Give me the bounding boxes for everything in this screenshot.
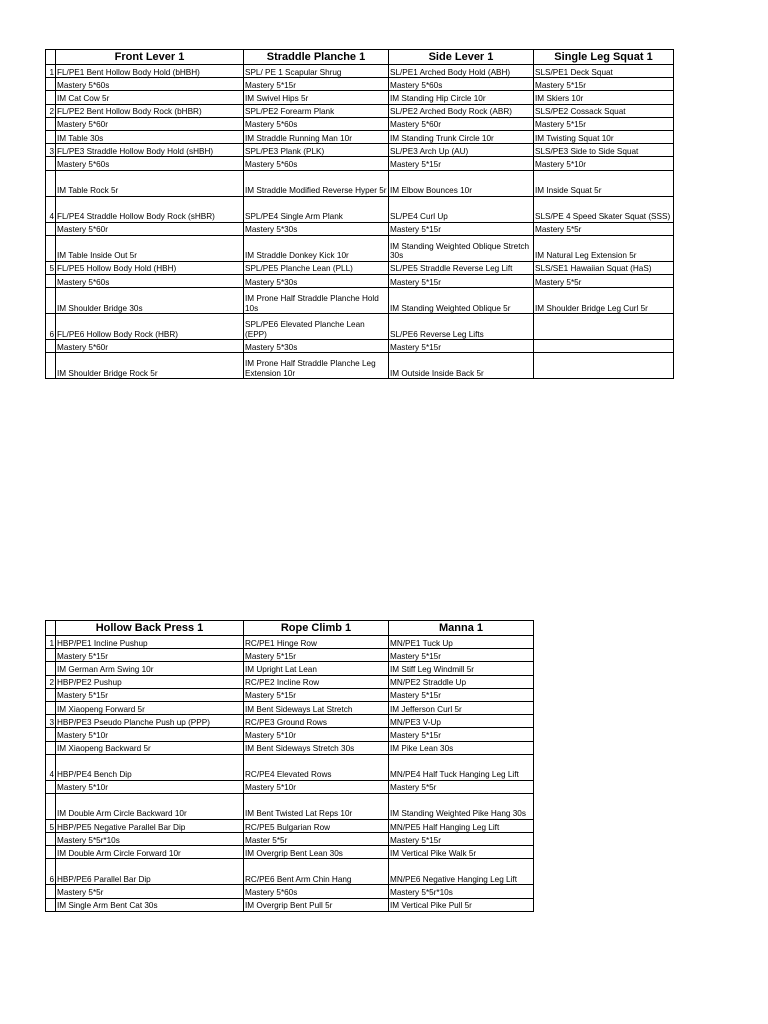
table-row: [46, 261, 674, 274]
table-row: [46, 793, 534, 819]
table-cell: IM Swivel Hips 5r: [244, 91, 389, 104]
table-cell: SL/PE2 Arched Body Rock (ABR): [389, 104, 534, 117]
table-cell: IM Prone Half Straddle Planche Hold 10s: [244, 288, 389, 314]
table-row: [46, 274, 674, 287]
table-row: [46, 688, 534, 701]
table-cell: Mastery 5*15r: [534, 117, 674, 130]
table-cell: Mastery 5*60s: [56, 157, 244, 170]
table-row: [46, 78, 674, 91]
table-cell: IM Bent Sideways Stretch 30s: [244, 741, 389, 754]
row-number: [46, 833, 56, 846]
table-cell: Mastery 5*15r: [56, 649, 244, 662]
table-cell: IM Standing Trunk Circle 10r: [389, 130, 534, 143]
table-cell: Mastery 5*15r: [389, 649, 534, 662]
table-row: [46, 898, 534, 911]
table-cell: MN/PE4 Half Tuck Hanging Leg Lift: [389, 754, 534, 780]
table-cell: RC/PE1 Hinge Row: [244, 636, 389, 649]
row-number: [46, 235, 56, 261]
table-row: [46, 222, 674, 235]
table-cell: IM Upright Lat Lean: [244, 662, 389, 675]
table-cell: [534, 314, 674, 340]
row-number: [46, 157, 56, 170]
table-cell: IM Table 30s: [56, 130, 244, 143]
table-cell: FL/PE2 Bent Hollow Body Rock (bHBR): [56, 104, 244, 117]
table-cell: IM Cat Cow 5r: [56, 91, 244, 104]
column-header: Rope Climb 1: [244, 621, 389, 636]
table-row: [46, 728, 534, 741]
table-cell: Master 5*5r: [244, 833, 389, 846]
table-cell: Mastery 5*5r*10s: [389, 885, 534, 898]
table-cell: Mastery 5*30s: [244, 340, 389, 353]
table-cell: IM Outside Inside Back 5r: [389, 353, 534, 379]
table-cell: RC/PE2 Incline Row: [244, 675, 389, 688]
table-cell: IM Xiaopeng Forward 5r: [56, 701, 244, 714]
table-row: [46, 819, 534, 832]
table-cell: HBP/PE2 Pushup: [56, 675, 244, 688]
row-number: 2: [46, 675, 56, 688]
table-row: [46, 649, 534, 662]
table-cell: IM Table Rock 5r: [56, 170, 244, 196]
row-number: [46, 130, 56, 143]
table-row: [46, 754, 534, 780]
table-cell: Mastery 5*5r: [534, 274, 674, 287]
table-row: [46, 833, 534, 846]
table-cell: Mastery 5*15r: [244, 649, 389, 662]
table-cell: IM Table Inside Out 5r: [56, 235, 244, 261]
table-cell: Mastery 5*30s: [244, 274, 389, 287]
table-cell: SL/PE4 Curl Up: [389, 196, 534, 222]
table-cell: Mastery 5*60r: [56, 340, 244, 353]
row-number: [46, 688, 56, 701]
row-number: 5: [46, 819, 56, 832]
table-cell: MN/PE1 Tuck Up: [389, 636, 534, 649]
table-row: [46, 859, 534, 885]
table-cell: Mastery 5*10r: [56, 728, 244, 741]
table-cell: Mastery 5*5r: [389, 780, 534, 793]
table-row: [46, 65, 674, 78]
row-number: [46, 885, 56, 898]
table-cell: SPL/PE6 Elevated Planche Lean (EPP): [244, 314, 389, 340]
table-cell: HBP/PE6 Parallel Bar Dip: [56, 859, 244, 885]
table-cell: Mastery 5*5r: [56, 885, 244, 898]
table-cell: Mastery 5*15r: [56, 688, 244, 701]
table-row: [46, 662, 534, 675]
row-number-header: [46, 621, 56, 636]
table-header-row: [46, 621, 534, 636]
table-row: [46, 353, 674, 379]
table-cell: Mastery 5*30s: [244, 222, 389, 235]
table-row: [46, 340, 674, 353]
table-cell: IM Vertical Pike Pull 5r: [389, 898, 534, 911]
column-header: Side Lever 1: [389, 50, 534, 65]
table-cell: FL/PE4 Straddle Hollow Body Rock (sHBR): [56, 196, 244, 222]
table-cell: [534, 340, 674, 353]
table-cell: Mastery 5*10r: [56, 780, 244, 793]
table-row: [46, 130, 674, 143]
table-cell: IM Single Arm Bent Cat 30s: [56, 898, 244, 911]
row-number: [46, 649, 56, 662]
table-cell: Mastery 5*5r*10s: [56, 833, 244, 846]
table-cell: Mastery 5*60r: [56, 222, 244, 235]
table-cell: SPL/PE3 Plank (PLK): [244, 144, 389, 157]
table-row: [46, 741, 534, 754]
row-number: [46, 662, 56, 675]
table-cell: Mastery 5*15r: [389, 833, 534, 846]
table-cell: IM Standing Hip Circle 10r: [389, 91, 534, 104]
column-header: Single Leg Squat 1: [534, 50, 674, 65]
row-number: 4: [46, 196, 56, 222]
row-number: [46, 274, 56, 287]
table-row: [46, 288, 674, 314]
table-cell: IM Double Arm Circle Forward 10r: [56, 846, 244, 859]
table-cell: IM Double Arm Circle Backward 10r: [56, 793, 244, 819]
table-row: [46, 636, 534, 649]
table-cell: SL/PE5 Straddle Reverse Leg Lift: [389, 261, 534, 274]
table-cell: IM Bent Sideways Lat Stretch: [244, 701, 389, 714]
table-cell: Mastery 5*15r: [389, 157, 534, 170]
front-lever-table: [45, 49, 674, 379]
table-cell: IM Twisting Squat 10r: [534, 130, 674, 143]
table-cell: Mastery 5*60s: [56, 78, 244, 91]
table-cell: RC/PE3 Ground Rows: [244, 715, 389, 728]
hollow-back-press-table: [45, 620, 534, 912]
table-cell: Mastery 5*15r: [534, 78, 674, 91]
table-cell: Mastery 5*15r: [389, 688, 534, 701]
table-cell: MN/PE3 V-Up: [389, 715, 534, 728]
table-cell: IM Stiff Leg Windmill 5r: [389, 662, 534, 675]
table-cell: IM Straddle Running Man 10r: [244, 130, 389, 143]
table-cell: Mastery 5*60s: [244, 157, 389, 170]
table-cell: Mastery 5*15r: [389, 340, 534, 353]
table-cell: IM Natural Leg Extension 5r: [534, 235, 674, 261]
table-cell: Mastery 5*15r: [244, 78, 389, 91]
table-cell: IM Standing Weighted Oblique 5r: [389, 288, 534, 314]
column-header: Front Lever 1: [56, 50, 244, 65]
row-number: [46, 353, 56, 379]
table-cell: IM Skiers 10r: [534, 91, 674, 104]
table-row: [46, 780, 534, 793]
row-number: [46, 170, 56, 196]
table-cell: IM Shoulder Bridge Leg Curl 5r: [534, 288, 674, 314]
table-cell: Mastery 5*10r: [244, 780, 389, 793]
table-cell: IM Vertical Pike Walk 5r: [389, 846, 534, 859]
table-row: [46, 196, 674, 222]
table-cell: SPL/PE4 Single Arm Plank: [244, 196, 389, 222]
row-number: [46, 898, 56, 911]
table-cell: SL/PE6 Reverse Leg Lifts: [389, 314, 534, 340]
table-cell: IM Jefferson Curl 5r: [389, 701, 534, 714]
table-cell: IM Overgrip Bent Lean 30s: [244, 846, 389, 859]
row-number: [46, 793, 56, 819]
table-cell: MN/PE2 Straddle Up: [389, 675, 534, 688]
row-number: 1: [46, 65, 56, 78]
table-cell: FL/PE1 Bent Hollow Body Hold (bHBH): [56, 65, 244, 78]
table-cell: Mastery 5*60s: [56, 274, 244, 287]
row-number: [46, 78, 56, 91]
row-number: [46, 288, 56, 314]
table-row: [46, 144, 674, 157]
row-number: 5: [46, 261, 56, 274]
table-row: [46, 170, 674, 196]
table-cell: Mastery 5*10r: [244, 728, 389, 741]
row-number: [46, 741, 56, 754]
row-number: 2: [46, 104, 56, 117]
row-number: [46, 846, 56, 859]
table-cell: IM Overgrip Bent Pull 5r: [244, 898, 389, 911]
table-row: [46, 235, 674, 261]
table-row: [46, 117, 674, 130]
row-number: 3: [46, 144, 56, 157]
table-cell: SLS/PE3 Side to Side Squat: [534, 144, 674, 157]
table-cell: Mastery 5*15r: [389, 222, 534, 235]
table-cell: IM Xiaopeng Backward 5r: [56, 741, 244, 754]
table-row: [46, 715, 534, 728]
row-number: 6: [46, 314, 56, 340]
table-cell: RC/PE4 Elevated Rows: [244, 754, 389, 780]
table-cell: IM Inside Squat 5r: [534, 170, 674, 196]
table-cell: IM Pike Lean 30s: [389, 741, 534, 754]
table-row: [46, 701, 534, 714]
row-number: 3: [46, 715, 56, 728]
table-cell: IM Shoulder Bridge 30s: [56, 288, 244, 314]
table-cell: HBP/PE3 Pseudo Planche Push up (PPP): [56, 715, 244, 728]
row-number: [46, 728, 56, 741]
table-cell: SLS/SE1 Hawaiian Squat (HaS): [534, 261, 674, 274]
table-cell: [534, 353, 674, 379]
table-cell: IM Prone Half Straddle Planche Leg Extension 10r: [244, 353, 389, 379]
table-cell: IM German Arm Swing 10r: [56, 662, 244, 675]
table-cell: HBP/PE4 Bench Dip: [56, 754, 244, 780]
table-row: [46, 157, 674, 170]
table-cell: SL/PE1 Arched Body Hold (ABH): [389, 65, 534, 78]
table-row: [46, 314, 674, 340]
table-cell: Mastery 5*10r: [534, 157, 674, 170]
table-cell: SPL/PE5 Planche Lean (PLL): [244, 261, 389, 274]
table-row: [46, 91, 674, 104]
row-number: [46, 91, 56, 104]
table-cell: Mastery 5*60r: [389, 117, 534, 130]
table-cell: HBP/PE5 Negative Parallel Bar Dip: [56, 819, 244, 832]
table-cell: IM Straddle Donkey Kick 10r: [244, 235, 389, 261]
table-cell: IM Elbow Bounces 10r: [389, 170, 534, 196]
table-cell: MN/PE5 Half Hanging Leg Lift: [389, 819, 534, 832]
table-cell: SLS/PE1 Deck Squat: [534, 65, 674, 78]
table-cell: Mastery 5*15r: [244, 688, 389, 701]
table-cell: RC/PE5 Bulgarian Row: [244, 819, 389, 832]
row-number: [46, 780, 56, 793]
table-header-row: [46, 50, 674, 65]
table-cell: SLS/PE 4 Speed Skater Squat (SSS): [534, 196, 674, 222]
table-cell: FL/PE5 Hollow Body Hold (HBH): [56, 261, 244, 274]
table-cell: Mastery 5*15r: [389, 728, 534, 741]
table-cell: SPL/PE2 Forearm Plank: [244, 104, 389, 117]
table-cell: FL/PE3 Straddle Hollow Body Hold (sHBH): [56, 144, 244, 157]
table-cell: IM Standing Weighted Oblique Stretch 30s: [389, 235, 534, 261]
table-cell: SLS/PE2 Cossack Squat: [534, 104, 674, 117]
table-cell: Mastery 5*60s: [389, 78, 534, 91]
table-cell: SL/PE3 Arch Up (AU): [389, 144, 534, 157]
row-number: [46, 340, 56, 353]
table-row: [46, 846, 534, 859]
row-number: 1: [46, 636, 56, 649]
row-number: 6: [46, 859, 56, 885]
table-cell: Mastery 5*5r: [534, 222, 674, 235]
table-cell: IM Standing Weighted Pike Hang 30s: [389, 793, 534, 819]
table-cell: HBP/PE1 Incline Pushup: [56, 636, 244, 649]
row-number: [46, 117, 56, 130]
row-number: [46, 222, 56, 235]
table-row: [46, 104, 674, 117]
table-cell: IM Straddle Modified Reverse Hyper 5r: [244, 170, 389, 196]
table-row: [46, 885, 534, 898]
table-cell: Mastery 5*60s: [244, 117, 389, 130]
row-number-header: [46, 50, 56, 65]
table-cell: RC/PE6 Bent Arm Chin Hang: [244, 859, 389, 885]
table-cell: Mastery 5*60s: [244, 885, 389, 898]
row-number: [46, 701, 56, 714]
table-cell: FL/PE6 Hollow Body Rock (HBR): [56, 314, 244, 340]
table-row: [46, 675, 534, 688]
table-cell: Mastery 5*60r: [56, 117, 244, 130]
table-cell: SPL/ PE 1 Scapular Shrug: [244, 65, 389, 78]
column-header: Straddle Planche 1: [244, 50, 389, 65]
column-header: Manna 1: [389, 621, 534, 636]
table-cell: IM Bent Twisted Lat Reps 10r: [244, 793, 389, 819]
row-number: 4: [46, 754, 56, 780]
table-cell: Mastery 5*15r: [389, 274, 534, 287]
table-cell: MN/PE6 Negative Hanging Leg Lift: [389, 859, 534, 885]
column-header: Hollow Back Press 1: [56, 621, 244, 636]
table-cell: IM Shoulder Bridge Rock 5r: [56, 353, 244, 379]
